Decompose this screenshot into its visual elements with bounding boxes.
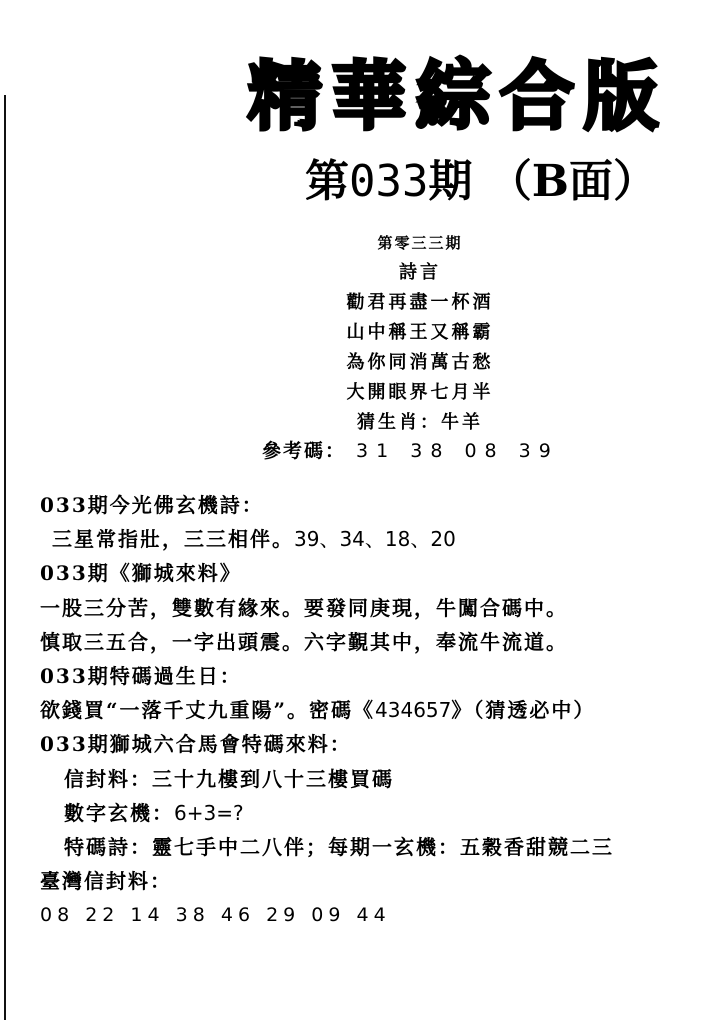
page-title: 精華綜合版 bbox=[248, 54, 668, 140]
issue-prefix: 第 bbox=[305, 156, 349, 207]
section-heading: 033期今光佛玄機詩： bbox=[40, 493, 264, 517]
poem-issue-label: 第零三三期 bbox=[377, 234, 463, 252]
poem-block bbox=[300, 228, 540, 438]
poem-heading: 詩言 bbox=[399, 262, 441, 283]
reference-label: 參考碼： bbox=[262, 440, 347, 462]
text-line: 慎取三五合，一字出頭震。六字覲其中，奉流牛流道。 bbox=[40, 629, 568, 654]
issue-title bbox=[305, 150, 705, 214]
poem-line: 大開眼界七月半 bbox=[346, 382, 494, 403]
text-line-part: 》（猜透必中） bbox=[451, 698, 596, 723]
text-line-numbers: 39、34、18、20 bbox=[294, 527, 456, 552]
number-list: 08 22 14 38 46 29 09 44 bbox=[40, 904, 391, 927]
number-riddle: 6+3=? bbox=[174, 800, 244, 825]
reference-numbers: 31 38 08 39 bbox=[356, 440, 559, 462]
reference-line bbox=[262, 436, 559, 463]
issue-side: （B面） bbox=[487, 156, 658, 207]
text-line-part: 數字玄機： bbox=[64, 800, 174, 825]
text-line bbox=[40, 796, 715, 830]
section-heading: 臺灣信封料： bbox=[40, 869, 172, 894]
text-line bbox=[40, 693, 715, 727]
text-line: 特碼詩：靈七手中二八伴；每期一玄機：五穀香甜競二三 bbox=[64, 834, 614, 859]
text-line bbox=[40, 522, 715, 556]
text-line: 信封料：三十九樓到八十三樓買碼 bbox=[64, 766, 394, 791]
section-heading: 033期《獅城來料》 bbox=[40, 561, 242, 586]
text-line: 一股三分苦，雙數有緣來。要發同庚現，牛闖合碼中。 bbox=[40, 595, 568, 620]
poem-line: 為你同消萬古愁 bbox=[346, 352, 494, 373]
text-line-part: 欲錢買“一落千丈九重陽”。密碼《 bbox=[40, 698, 376, 723]
secret-code: 434657 bbox=[375, 698, 452, 723]
left-border-rule bbox=[4, 95, 6, 1020]
section-heading: 033期特碼過生日： bbox=[40, 663, 242, 688]
poem-line: 勸君再盡一杯酒 bbox=[346, 292, 494, 313]
issue-suffix: 期 bbox=[428, 156, 473, 207]
poem-zodiac: 猜生肖：牛羊 bbox=[357, 412, 483, 433]
section-heading: 033期獅城六合馬會特碼來料： bbox=[40, 732, 352, 757]
text-line-part: 三星常指壯，三三相伴。 bbox=[52, 527, 294, 552]
content-lines bbox=[40, 488, 715, 932]
poem-line: 山中稱王又稱霸 bbox=[346, 322, 494, 343]
issue-number: 033 bbox=[349, 156, 429, 207]
